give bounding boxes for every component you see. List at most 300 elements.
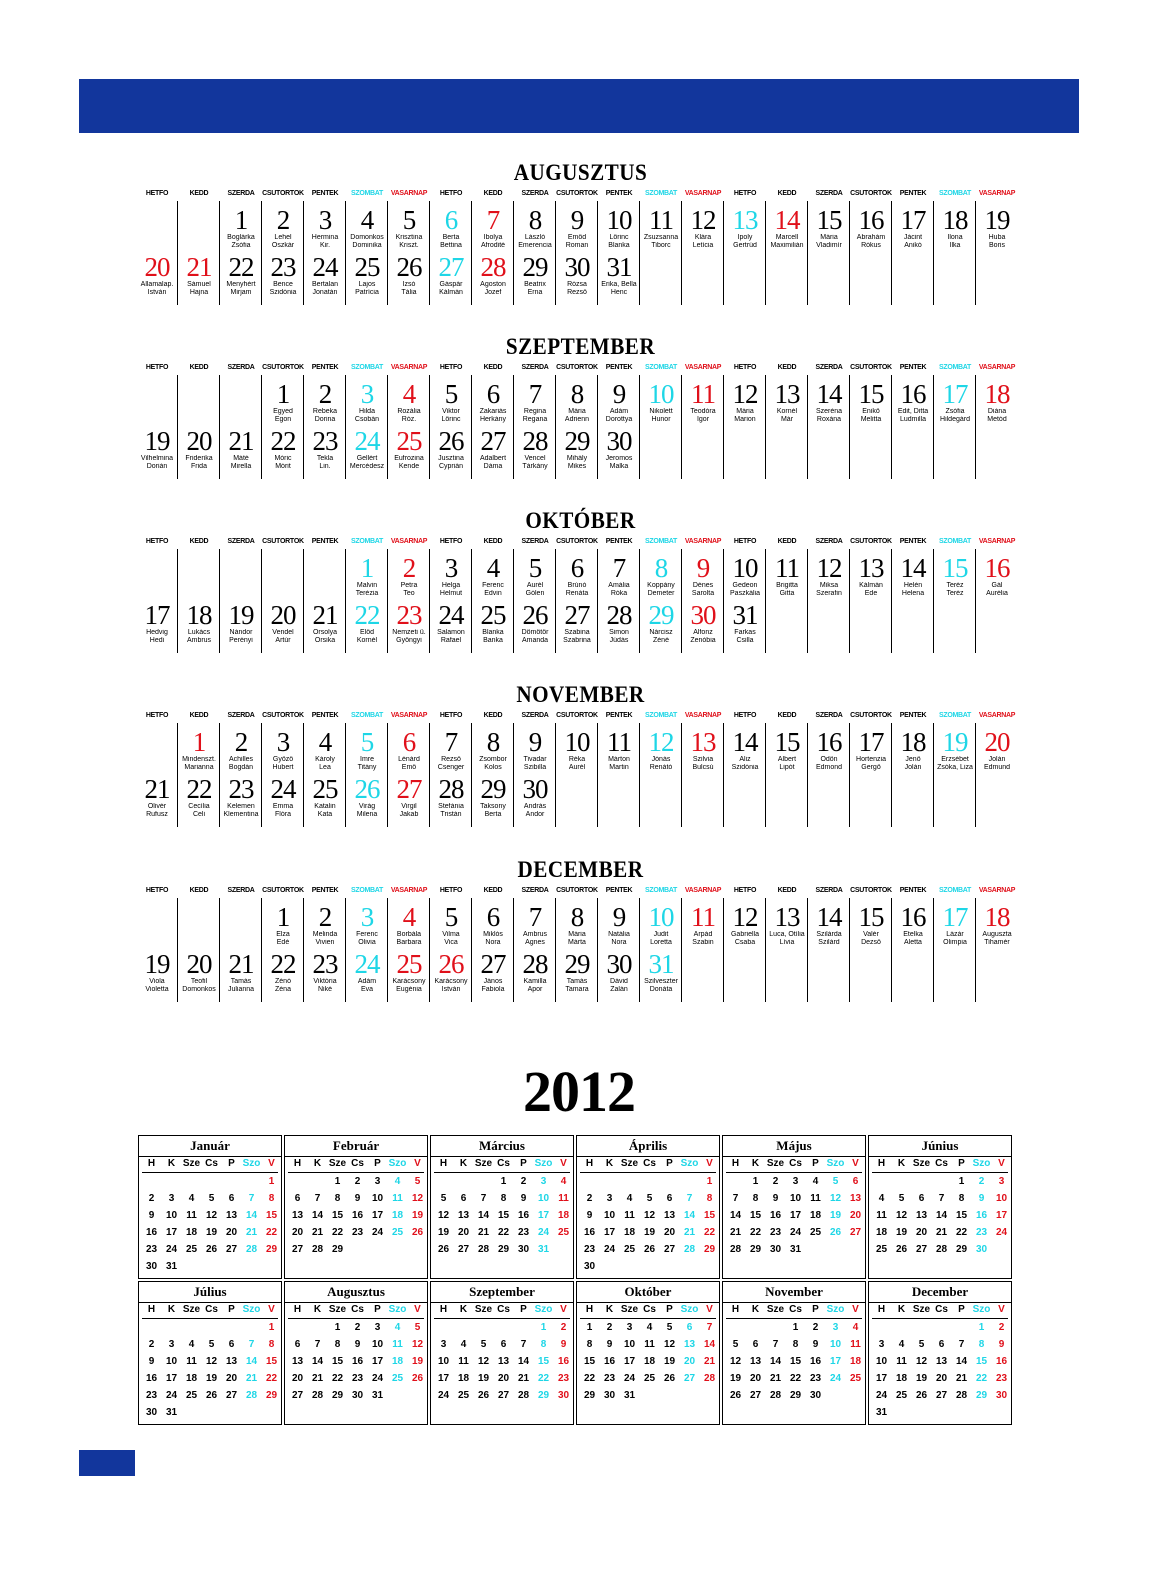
mini-weekday: Sze [912,1158,931,1169]
mini-week-row [580,1261,716,1277]
mini-month-11 [722,1281,866,1425]
mini-day: 4 [394,1176,401,1187]
mini-weekday: Sze [182,1158,201,1169]
day-number: 20 [144,252,170,282]
day-number: 23 [396,600,422,630]
mini-day: 23 [975,1227,988,1238]
name-day: Szilveszter [644,978,678,985]
name-day: Vendel [272,629,294,636]
mini-day: 9 [560,1339,567,1350]
day-number: 4 [486,553,500,583]
mini-day: 28 [311,1390,324,1401]
mini-day: 25 [457,1390,470,1401]
mini-day: 3 [374,1176,381,1187]
day-number: 24 [312,252,338,282]
name-day: Nárcisz [649,629,673,636]
mini-day: 4 [852,1322,859,1333]
day-cell [682,904,724,947]
day-cell [556,602,598,645]
name-day: Orsolya [312,629,338,636]
day-cell [388,381,430,424]
mini-day: 29 [265,1390,278,1401]
weekday-label: VASÁRNAP [684,190,722,197]
mini-day: 12 [895,1210,908,1221]
mini-month-title: Június [869,1136,1011,1157]
mini-month-title: Február [285,1136,427,1157]
mini-day: 30 [557,1390,570,1401]
day-number: 30 [564,252,590,282]
day-number: 13 [858,553,884,583]
mini-day: 29 [955,1244,968,1255]
name-day: Bogdán [228,764,254,771]
day-number: 28 [438,774,464,804]
mini-day: 17 [165,1373,178,1384]
name-day: Aliz [739,756,751,763]
name-day: Izsó [402,281,416,288]
weekday-label: SZOMBAT [645,364,677,371]
month-title: SZEPTEMBER [505,334,656,359]
footer-corner-block [79,1450,135,1476]
name-day: Karácsony [434,978,468,985]
name-day: Kende [398,463,420,470]
mini-day: 17 [875,1373,888,1384]
day-number: 4 [360,205,374,235]
month-november [136,682,1025,842]
mini-weekday: P [812,1304,819,1315]
mini-weekday: V [998,1304,1005,1315]
mini-day: 11 [896,1356,907,1367]
name-day: Lipót [779,764,795,771]
name-day: Patrícia [355,289,379,296]
mini-day: 7 [686,1193,693,1204]
day-number: 13 [774,379,800,409]
mini-day: 26 [205,1244,218,1255]
mini-weekday: H [293,1304,302,1315]
mini-day: 14 [245,1210,258,1221]
mini-day: 5 [732,1339,739,1350]
weekday-label: KEDD [777,364,797,371]
day-cell [766,729,808,772]
name-day: Dominika [352,242,382,249]
mini-week-row [872,1356,1008,1372]
day-cell [178,776,220,819]
name-day: Kornél [776,408,798,415]
day-number: 10 [564,727,590,757]
mini-day: 22 [537,1373,550,1384]
day-cell [808,381,850,424]
mini-day: 26 [477,1390,490,1401]
mini-month-title: Szeptember [431,1282,573,1303]
mini-day: 30 [809,1390,822,1401]
name-day: Gergő [861,764,881,771]
name-day: Tristán [440,811,462,818]
day-number: 31 [732,600,758,630]
day-cell [472,207,514,250]
name-day: Réka [568,756,586,763]
name-day: Kriszt. [399,242,419,249]
name-day: Marcell [775,234,799,241]
mini-day: 5 [208,1193,215,1204]
name-day: Teréz [946,582,964,589]
weekday-label: VASÁRNAP [390,712,428,719]
header-banner [79,79,1079,133]
mini-weekday: P [228,1158,235,1169]
day-number: 21 [228,949,254,979]
day-number: 26 [396,252,422,282]
name-day: Ambrus [186,637,212,644]
weekday-label: SZERDA [815,887,843,894]
name-day: Gedeon [732,582,758,589]
day-number: 5 [444,902,458,932]
mini-day: 27 [225,1390,238,1401]
mini-weekday: V [268,1304,275,1315]
day-cell [808,555,850,598]
mini-day: 20 [225,1227,238,1238]
name-day: Blanka [482,629,504,636]
name-day: Vilma [442,931,460,938]
mini-weekday: Cs [935,1158,948,1169]
weekday-label: PÉNTEK [605,364,633,371]
day-number: 19 [144,426,170,456]
weekday-label: PÉNTEK [899,712,927,719]
name-day: Albert [777,756,797,763]
day-cell [430,428,472,471]
name-day: Szabrina [563,637,591,644]
day-number: 2 [402,553,416,583]
name-day: Szilárd [818,939,840,946]
mini-day: 27 [291,1390,304,1401]
day-number: 11 [691,379,715,409]
mini-month-title: Május [723,1136,865,1157]
name-day: Mirella [230,463,252,470]
day-number: 26 [354,774,380,804]
mini-day: 3 [168,1339,175,1350]
day-cell [766,381,808,424]
mini-day: 18 [809,1210,822,1221]
name-day: Titány [357,764,377,771]
mini-day: 6 [666,1193,673,1204]
day-cell [934,381,976,424]
day-number: 30 [606,949,632,979]
mini-month-4 [576,1135,720,1279]
name-day: Vivien [315,939,335,946]
weekday-label: KEDD [483,712,503,719]
mini-day: 7 [248,1193,255,1204]
day-number: 23 [312,949,338,979]
name-day: Mária [736,408,754,415]
name-day: Mikes [567,463,587,470]
name-day: Olivér [147,803,167,810]
mini-day: 12 [915,1356,928,1367]
day-cell [850,555,892,598]
day-cell [934,729,976,772]
mini-day: 2 [148,1193,155,1204]
mini-day: 30 [995,1390,1008,1401]
mini-day: 28 [955,1390,968,1401]
mini-weekday: V [414,1158,421,1169]
day-number: 16 [984,553,1010,583]
mini-day: 1 [334,1176,341,1187]
day-number: 14 [732,727,758,757]
day-cell [934,555,976,598]
name-day: Emő [401,764,417,771]
name-day: Ábrahám [856,234,886,241]
day-number: 17 [900,205,926,235]
mini-day: 24 [623,1373,636,1384]
weekday-label: SZOMBAT [351,190,383,197]
weekday-label: VASÁRNAP [390,190,428,197]
mini-day: 30 [145,1261,158,1272]
day-cell [766,904,808,947]
day-cell [892,381,934,424]
name-day: Kelemen [227,803,255,810]
day-number: 5 [528,553,542,583]
name-day: János [483,978,503,985]
mini-week-row [142,1339,278,1355]
mini-day: 10 [165,1356,178,1367]
mini-day: 19 [437,1227,450,1238]
day-number: 1 [276,902,290,932]
name-day: Gertrúd [733,242,757,249]
mini-day: 25 [185,1244,198,1255]
mini-day: 15 [331,1356,344,1367]
name-day: László [524,234,546,241]
name-day: Hermina [311,234,339,241]
name-day: Rózsa [567,281,587,288]
mini-day: 7 [314,1339,321,1350]
day-number: 5 [444,379,458,409]
mini-day: 14 [311,1210,324,1221]
mini-day: 9 [998,1339,1005,1350]
name-day: Mórit [275,463,291,470]
mini-weekday: Sze [620,1158,639,1169]
day-number: 28 [522,426,548,456]
day-number: 9 [528,727,542,757]
mini-day: 17 [789,1210,802,1221]
name-day: Olivia [358,939,376,946]
name-day: Loretta [650,939,672,946]
mini-day: 8 [334,1193,341,1204]
day-cell [514,381,556,424]
mini-day: 30 [975,1244,988,1255]
weekday-label: PÉNTEK [311,364,339,371]
mini-day: 12 [411,1339,424,1350]
name-day: Dávid [610,978,628,985]
weekday-label: SZERDA [227,190,255,197]
mini-day: 21 [245,1373,258,1384]
mini-day: 10 [165,1210,178,1221]
name-day: Szeréna [815,408,843,415]
mini-week-row [288,1373,424,1389]
mini-weekday: K [459,1158,468,1169]
name-day: Cyprián [438,463,464,470]
name-day: Amanda [521,637,549,644]
name-day: Lénárd [398,756,420,763]
mini-day: 7 [248,1339,255,1350]
day-number: 14 [816,379,842,409]
day-cell [430,254,472,297]
weekday-label: SZOMBAT [351,887,383,894]
mini-day: 7 [938,1193,945,1204]
mini-week-row [872,1193,1008,1209]
name-day: Flóra [275,811,291,818]
name-day: Celi [192,811,206,818]
mini-day: 11 [186,1210,197,1221]
mini-day: 13 [749,1356,762,1367]
weekday-label: SZOMBAT [645,712,677,719]
mini-weekday: Cs [351,1304,364,1315]
name-day: Oszkár [271,242,295,249]
mini-weekday: Cs [789,1158,802,1169]
mini-day: 18 [391,1210,404,1221]
name-day: Fabiola [481,986,505,993]
mini-day: 8 [500,1193,507,1204]
day-number: 14 [900,553,926,583]
name-day: Jonatán [312,289,338,296]
mini-day: 22 [265,1373,278,1384]
name-day: Julianna [227,986,255,993]
mini-day: 4 [188,1339,195,1350]
name-day: Szerafin [816,590,842,597]
day-number: 3 [276,727,290,757]
mini-day: 19 [729,1373,742,1384]
day-number: 21 [312,600,338,630]
day-number: 17 [144,600,170,630]
name-day: Nándor [229,629,253,636]
day-number: 25 [354,252,380,282]
day-cell [682,381,724,424]
day-number: 29 [564,426,590,456]
mini-month-5 [722,1135,866,1279]
name-day: Gellért [356,455,378,462]
mini-day: 13 [683,1339,696,1350]
day-cell [346,904,388,947]
day-cell [136,776,178,819]
day-cell [808,729,850,772]
name-day: Marianna [184,764,214,771]
weekday-label: SZERDA [227,538,255,545]
name-day: Lehel [274,234,292,241]
weekday-label: CSÜTÖRTÖK [556,364,598,371]
name-day: Regana [522,416,548,423]
day-cell [640,381,682,424]
mini-day: 15 [265,1210,278,1221]
mini-day: 22 [331,1373,344,1384]
mini-day: 6 [294,1193,301,1204]
mini-day: 21 [955,1373,968,1384]
name-day: Róka [610,590,628,597]
name-day: Karácsony [392,978,426,985]
mini-weekday: Sze [474,1304,493,1315]
mini-month-1 [138,1135,282,1279]
mini-day: 5 [646,1193,653,1204]
name-day: Tália [401,289,417,296]
weekday-label: HÉTFŐ [733,538,757,545]
mini-week-row [142,1244,278,1260]
mini-month-title: Október [577,1282,719,1303]
mini-day: 27 [497,1390,510,1401]
day-cell [682,729,724,772]
day-cell [724,555,766,598]
mini-month-10 [576,1281,720,1425]
day-number: 6 [402,727,416,757]
mini-month-title: November [723,1282,865,1303]
weekday-label: VASÁRNAP [390,538,428,545]
day-number: 8 [486,727,500,757]
mini-week-row [872,1227,1008,1243]
day-cell [388,602,430,645]
mini-weekday: P [666,1158,673,1169]
name-day: Valér [863,931,879,938]
day-number: 29 [480,774,506,804]
mini-day: 29 [749,1244,762,1255]
mini-day: 8 [540,1339,547,1350]
mini-week-row [726,1244,862,1260]
day-cell [892,904,934,947]
mini-day: 23 [145,1244,158,1255]
mini-day: 26 [205,1390,218,1401]
mini-day: 6 [294,1339,301,1350]
day-number: 29 [648,600,674,630]
day-number: 12 [690,205,716,235]
day-number: 30 [606,426,632,456]
mini-day: 1 [792,1322,799,1333]
day-number: 12 [732,379,758,409]
name-day: Egyed [273,408,293,415]
name-day: Mária [568,931,586,938]
day-number: 1 [192,727,206,757]
mini-day: 18 [185,1227,198,1238]
name-day: Katalin [314,803,336,810]
name-day: Domonkos [350,234,384,241]
day-number: 10 [648,379,674,409]
name-day: Berta [484,811,502,818]
day-cell [304,254,346,297]
day-number: 8 [528,205,542,235]
mini-week-row [872,1322,1008,1338]
name-day: Zsóka, Liza [937,764,973,771]
name-day: Erika, Bella [601,281,637,288]
name-day: Kamilla [523,978,547,985]
name-day: Farkas [734,629,756,636]
day-number: 25 [396,426,422,456]
mini-day: 12 [205,1356,218,1367]
day-number: 4 [402,379,416,409]
weekday-label: HÉTFŐ [145,190,169,197]
day-number: 31 [648,949,674,979]
mini-day: 28 [245,1390,258,1401]
mini-week-row [434,1227,570,1243]
mini-day: 8 [334,1339,341,1350]
day-cell [892,729,934,772]
mini-day: 17 [437,1373,450,1384]
day-cell [388,729,430,772]
mini-day: 16 [769,1210,782,1221]
mini-month-6 [868,1135,1012,1279]
day-cell [472,951,514,994]
mini-day: 10 [537,1193,550,1204]
mini-day: 20 [291,1227,304,1238]
day-cell [808,207,850,250]
mini-day: 9 [772,1193,779,1204]
mini-day: 17 [995,1210,1008,1221]
mini-day: 16 [145,1373,158,1384]
name-day: Roxána [816,416,842,423]
day-cell [598,951,640,994]
day-number: 4 [402,902,416,932]
day-number: 21 [186,252,212,282]
day-number: 3 [444,553,458,583]
